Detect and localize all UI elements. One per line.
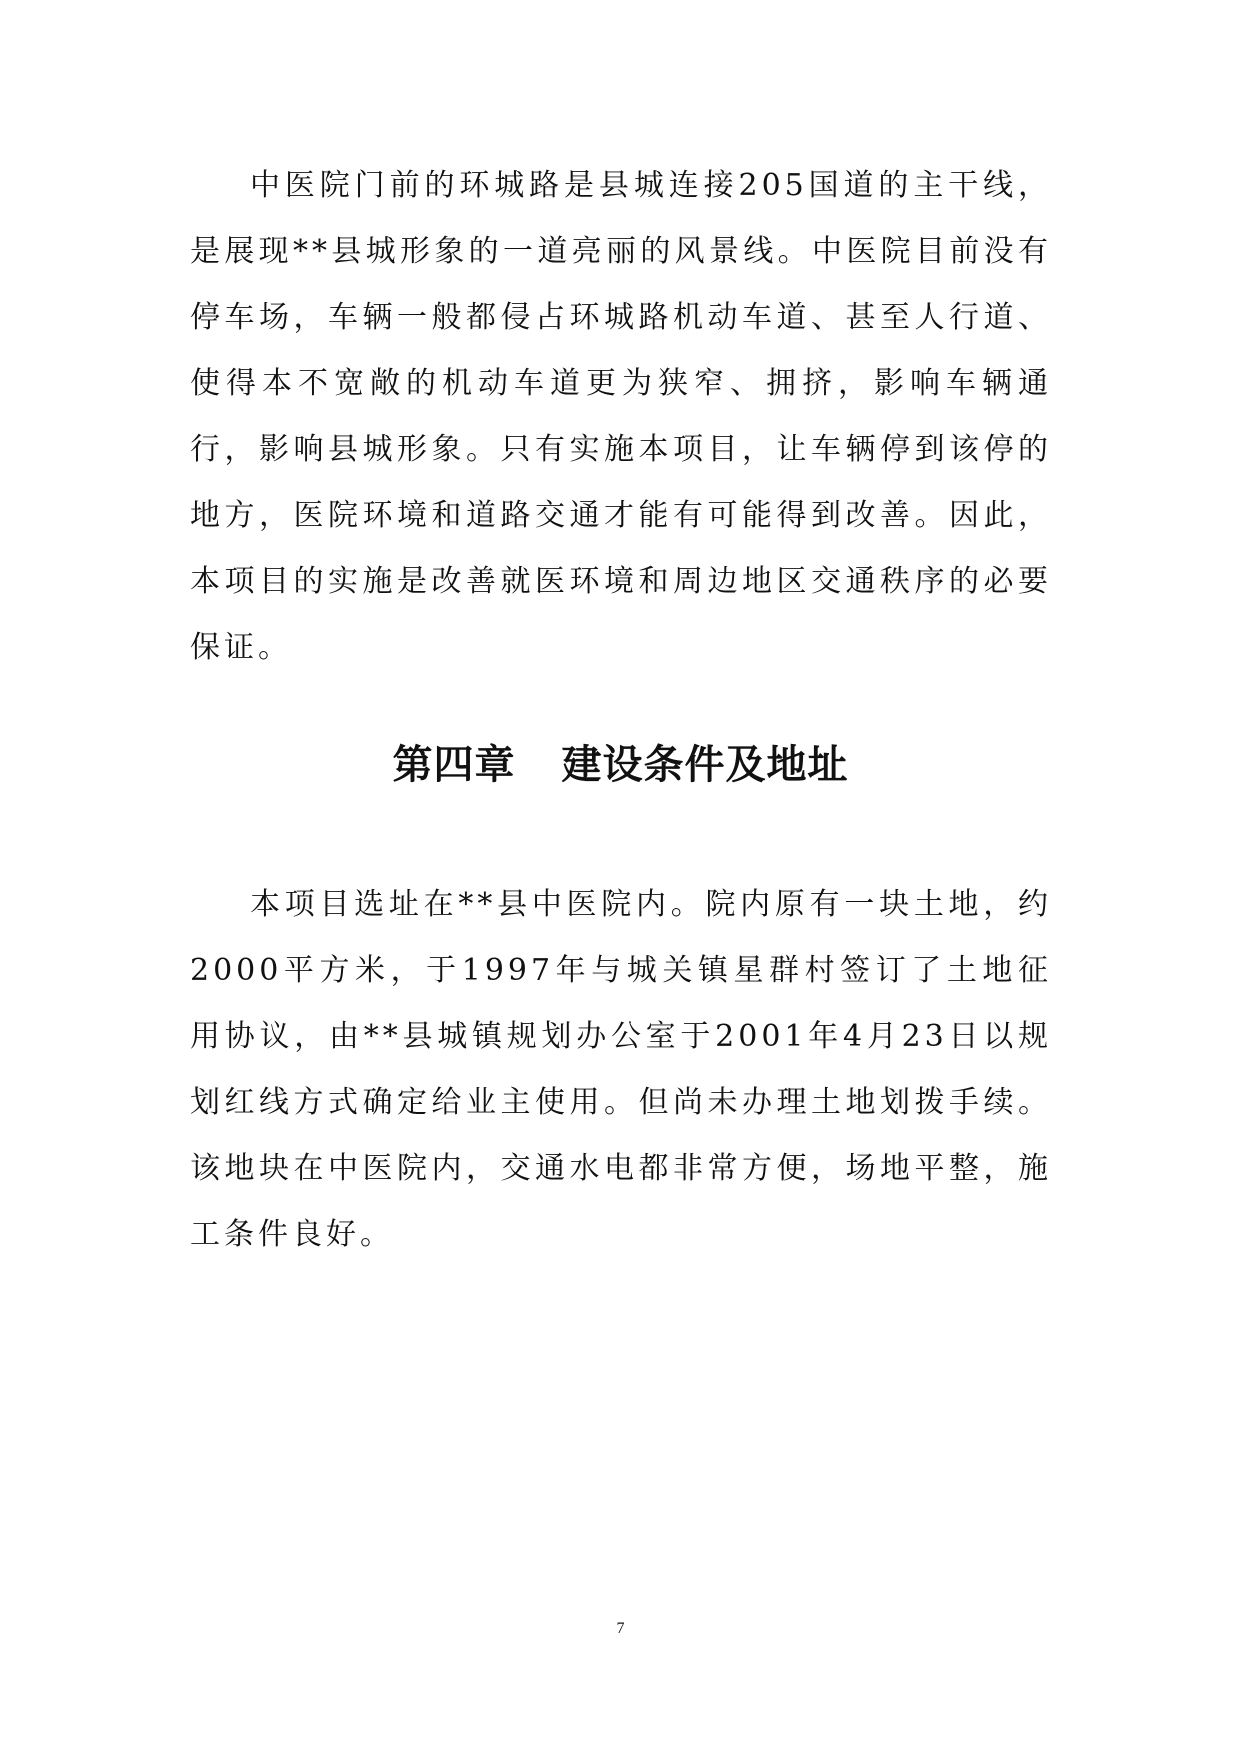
page-number: 7 [616,1620,625,1637]
chapter-number: 第四章 [392,742,516,788]
body-paragraph: 中医院门前的环城路是县城连接205国道的主干线，是展现**县城形象的一道亮丽的风景线。中医院目前没有停车场，车辆一般都侵占环城路机动车道、甚至人行道、使得本不宽敞的机动车道更为狭窄、拥挤，影响车辆通行，影响县城形象。只有实施本项目，让车辆停到该停的地方，医院环境和道路交通才能有可能得到改善。因此，本项目的实施是改善就医环境和周边地区交通秩序的必要保证。 [190,168,1052,665]
chapter-heading [0,735,1241,795]
body-paragraph: 本项目选址在**县中医院内。院内原有一块土地，约2000平方米，于1997年与城关镇星群村签订了土地征用协议，由**县城镇规划办公室于2001年4月23日以规划红线方式确定给业主使用。但尚未办理土地划拨手续。该地块在中医院内，交通水电都非常方便，场地平整，施工条件良好。 [190,887,1052,1252]
chapter-title: 建设条件及地址 [561,742,849,788]
